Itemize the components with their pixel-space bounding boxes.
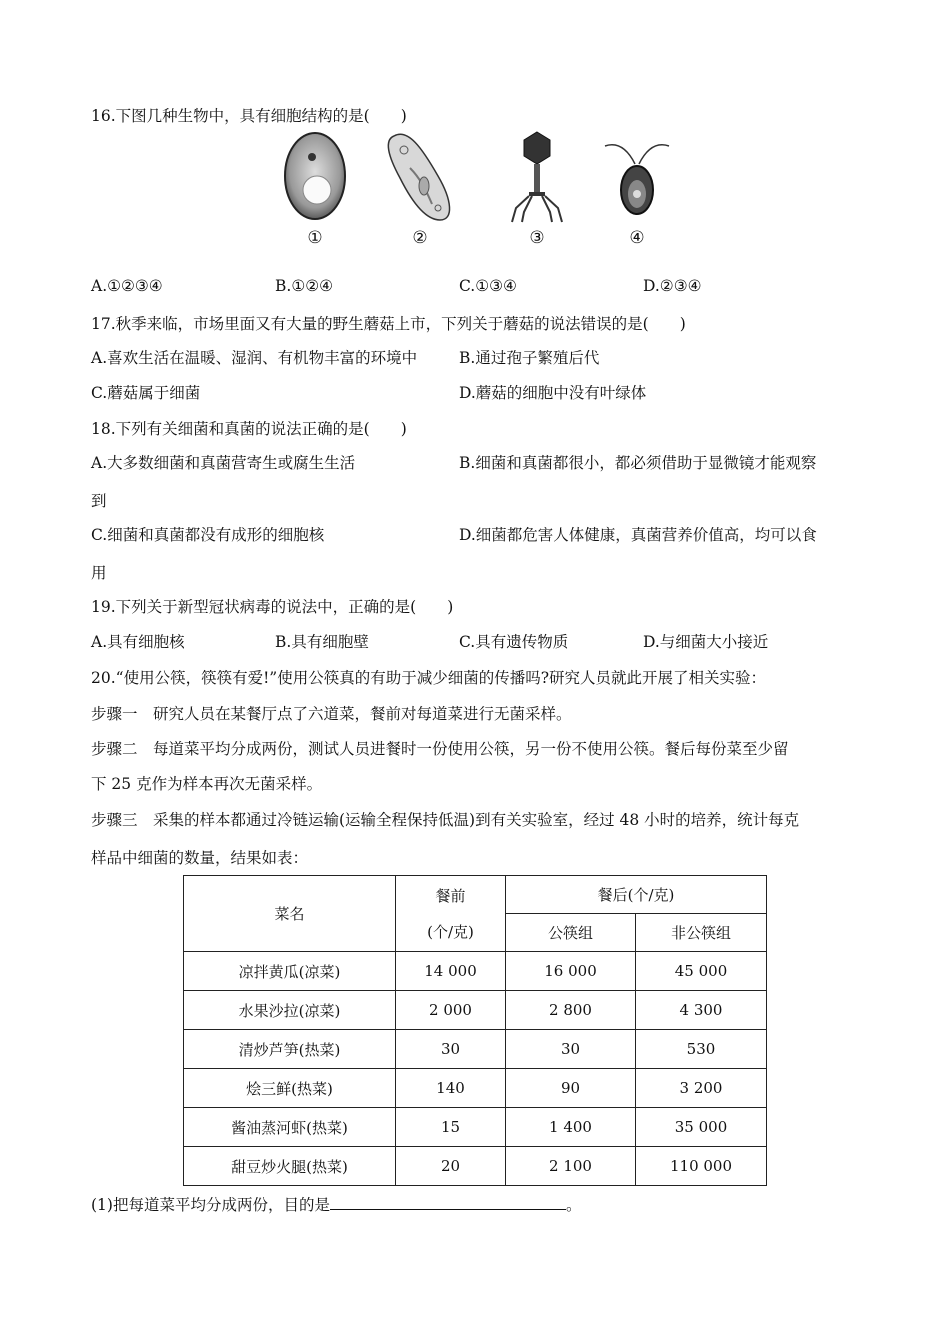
figure-label-1: ①: [307, 228, 323, 248]
q17-option-c[interactable]: C.蘑菇属于细菌: [91, 384, 201, 402]
q20-sub1-prefix: (1)把每道菜平均分成两份，目的是: [91, 1196, 330, 1214]
q20-step2-line2: 下 25 克作为样本再次无菌采样。: [91, 775, 323, 793]
q20-step3-line1: 步骤三 采集的样本都通过冷链运输(运输全程保持低温)到有关实验室，经过 48 小时的培养，统计每克: [91, 811, 800, 829]
q16-option-c[interactable]: C.①③④: [459, 277, 517, 295]
q18-option-d-continued: 用: [91, 564, 107, 582]
header-public-chopsticks: 公筷组: [506, 914, 636, 952]
q18-stem: 18.下列有关细菌和真菌的说法正确的是( ): [91, 420, 407, 438]
q19-option-a[interactable]: A.具有细胞核: [91, 633, 185, 651]
q16-option-b[interactable]: B.①②④: [275, 277, 334, 295]
header-nonpublic-chopsticks: 非公筷组: [636, 914, 767, 952]
bacteriophage-figure: [492, 128, 582, 253]
q20-step2-line1: 步骤二 每道菜平均分成两份，测试人员进餐时一份使用公筷，另一份不使用公筷。餐后每份菜至少留: [91, 740, 789, 758]
table-row: 水果沙拉(凉菜) 2 000 2 800 4 300: [184, 991, 767, 1030]
header-dish: 菜名: [184, 876, 396, 952]
q16-figure: [270, 128, 690, 253]
q17-option-d[interactable]: D.蘑菇的细胞中没有叶绿体: [459, 384, 647, 402]
q17-stem: 17.秋季来临，市场里面又有大量的野生蘑菇上市，下列关于蘑菇的说法错误的是( ): [91, 315, 686, 333]
q17-option-a[interactable]: A.喜欢生活在温暖、湿润、有机物丰富的环境中: [91, 349, 418, 367]
answer-blank[interactable]: [330, 1195, 566, 1210]
q20-stem: 20.“使用公筷，筷筷有爱!”使用公筷真的有助于减少细菌的传播吗?研究人员就此开展了相关实验：: [91, 669, 767, 687]
q19-option-d[interactable]: D.与细菌大小接近: [643, 633, 769, 651]
q20-step3-line2: 样品中细菌的数量，结果如表：: [91, 849, 309, 867]
figure-label-3: ③: [529, 228, 545, 248]
q18-option-d[interactable]: D.细菌都危害人体健康，真菌营养价值高，均可以食: [459, 526, 817, 544]
chlamydomonas-figure: [592, 128, 682, 253]
q16-stem: 16.下图几种生物中，具有细胞结构的是( ): [91, 107, 407, 125]
q19-stem: 19.下列关于新型冠状病毒的说法中，正确的是( ): [91, 598, 454, 616]
q20-step1: 步骤一 研究人员在某餐厅点了六道菜，餐前对每道菜进行无菌采样。: [91, 705, 572, 723]
q19-option-b[interactable]: B.具有细胞壁: [275, 633, 369, 651]
q20-sub1-suffix: 。: [565, 1196, 582, 1214]
q18-option-b-continued: 到: [91, 492, 107, 510]
q18-option-c[interactable]: C.细菌和真菌都没有成形的细胞核: [91, 526, 325, 544]
table-row: 甜豆炒火腿(热菜) 20 2 100 110 000: [184, 1147, 767, 1186]
q17-option-b[interactable]: B.通过孢子繁殖后代: [459, 349, 600, 367]
header-after: 餐后(个/克): [506, 876, 767, 914]
figure-label-4: ④: [629, 228, 645, 248]
table-row: 酱油蒸河虾(热菜) 15 1 400 35 000: [184, 1108, 767, 1147]
q20-sub1: [91, 1193, 581, 1215]
q16-option-d[interactable]: D.②③④: [643, 277, 702, 295]
q16-option-a[interactable]: A.①②③④: [91, 277, 163, 295]
paramecium-figure: [375, 128, 465, 253]
table-row: 烩三鲜(热菜) 140 90 3 200: [184, 1069, 767, 1108]
yeast-cell-figure: [270, 128, 360, 253]
q18-option-a[interactable]: A.大多数细菌和真菌营寄生或腐生生活: [91, 454, 356, 472]
header-before: 餐前 (个/克): [396, 876, 506, 952]
table-row: 凉拌黄瓜(凉菜) 14 000 16 000 45 000: [184, 952, 767, 991]
figure-label-2: ②: [412, 228, 428, 248]
q19-option-c[interactable]: C.具有遗传物质: [459, 633, 569, 651]
bacteria-count-table: [183, 875, 767, 1186]
table-row: 清炒芦笋(热菜) 30 30 530: [184, 1030, 767, 1069]
q18-option-b[interactable]: B.细菌和真菌都很小，都必须借助于显微镜才能观察: [459, 454, 817, 472]
